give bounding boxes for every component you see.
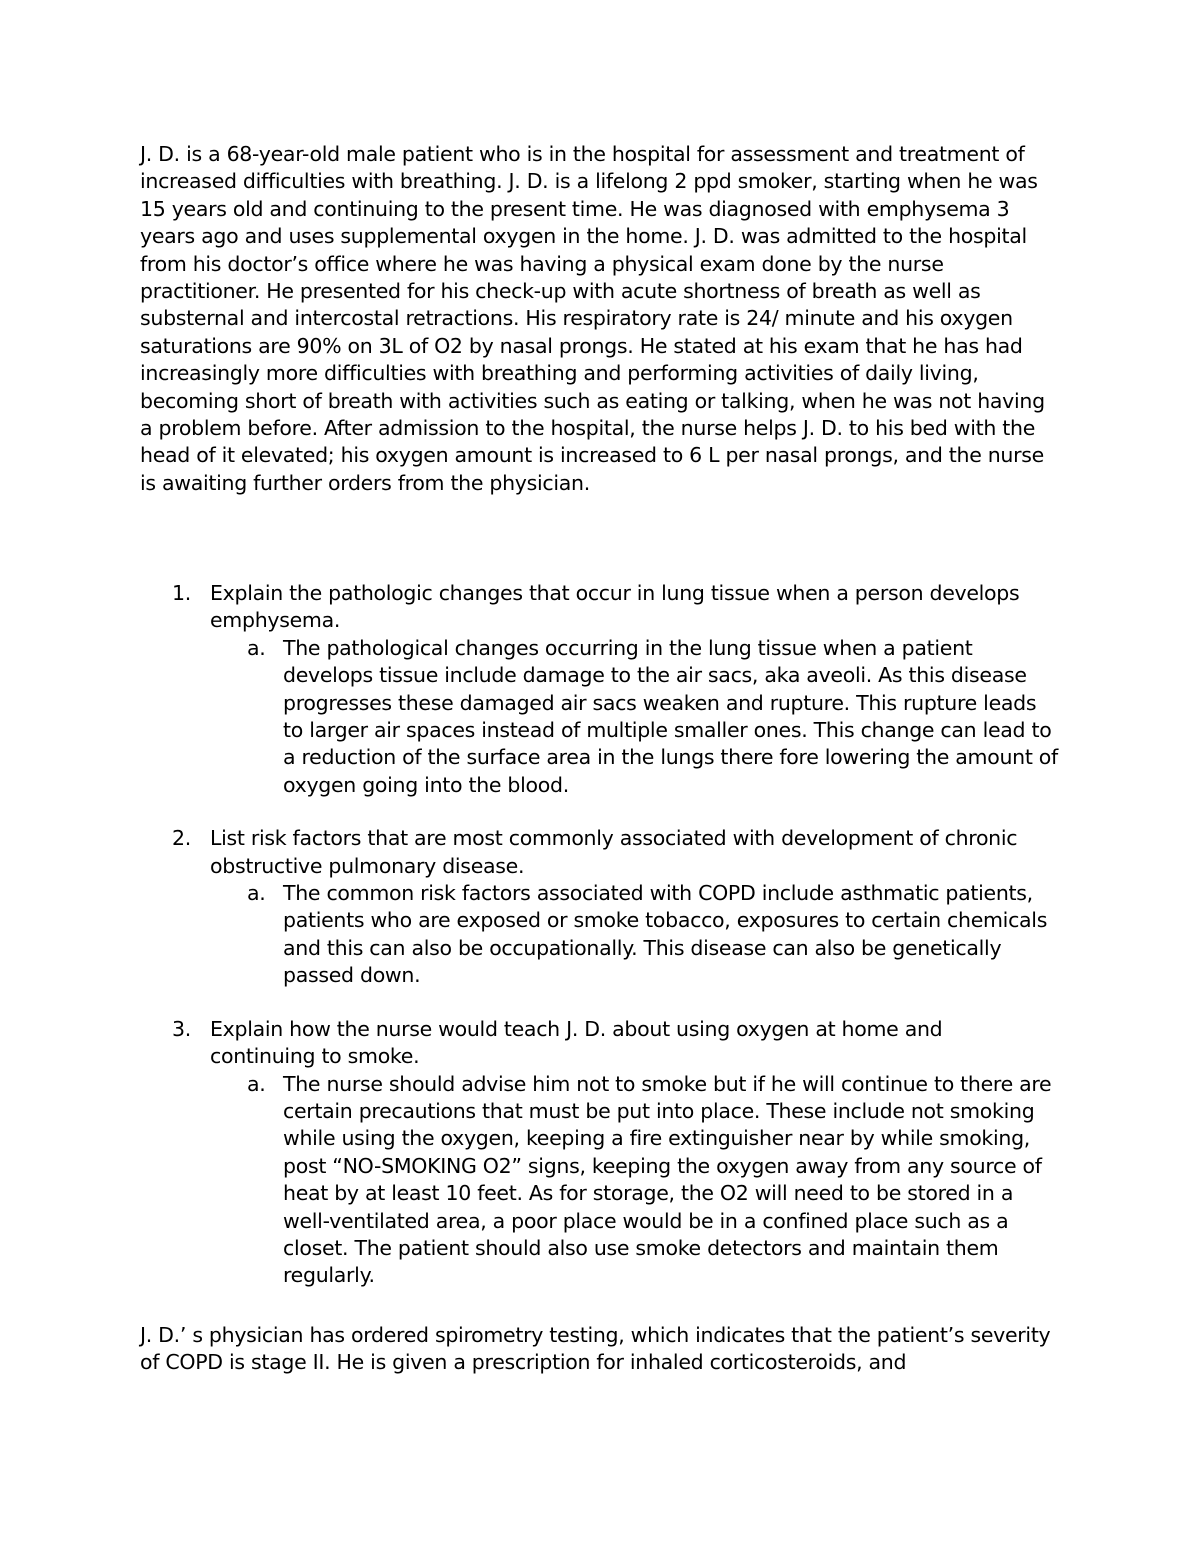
answer-letter: a.	[247, 635, 266, 660]
question-item-1	[0, 580, 1200, 799]
question-text: Explain the pathologic changes that occur in lung tissue when a person develops emphysema.	[210, 581, 1020, 633]
question-number: 1.	[172, 581, 191, 605]
answer-item	[0, 1071, 1200, 1290]
answer-item	[0, 635, 1200, 799]
question-item-3	[0, 1016, 1200, 1290]
question-text: Explain how the nurse would teach J. D. about using oxygen at home and continuing to smoke.	[210, 1016, 943, 1069]
question-item-2	[0, 825, 1200, 989]
question-text: List risk factors that are most commonly associated with development of chronic obstructive pulmonary disease.	[210, 826, 1018, 878]
question-number: 3.	[172, 1016, 191, 1041]
question-list	[0, 580, 1200, 1316]
answer-text: The common risk factors associated with COPD include asthmatic patients, patients who are exposed or smoke tobacco, exposures to certain chemicals and this can also be occupationally. This disease can also be genetically passed down.	[283, 881, 1048, 988]
answer-text: The nurse should advise him not to smoke but if he will continue to there are certain precautions that must be put into place. These include not smoking while using the oxygen, keeping a fire extinguisher near by while smoking, post “NO-SMOKING O2” signs, keeping the oxygen away from any source of heat by at least 10 feet. As for storage, the O2 will need to be stored in a well-ventilated area, a poor place would be in a confined place such as a closet. The patient should also use smoke detectors and maintain them regularly.	[283, 1071, 1052, 1288]
answer-item	[0, 880, 1200, 990]
closing-paragraph: J. D.’ s physician has ordered spirometry testing, which indicates that the patient’s severity of COPD is stage II. He is given a prescription for inhaled corticosteroids, and	[140, 1323, 1051, 1375]
answer-letter: a.	[247, 881, 266, 906]
case-intro-paragraph: J. D. is a 68-year-old male patient who is in the hospital for assessment and treatment of increased difficulties with breathing. J. D. is a lifelong 2 ppd smoker, starting when he was 15 years old and continuing to the present time. He was diagnosed with emphysema 3 years ago and uses supplemental oxygen in the home. J. D. was admitted to the hospital from his doctor’s office where he was having a physical exam done by the nurse practitioner. He presented for his check-up with acute shortness of breath as well as substernal and intercostal retractions. His respiratory rate is 24/ minute and his oxygen saturations are 90% on 3L of O2 by nasal prongs. He stated at his exam that he has had increasingly more difficulties with breathing and performing activities of daily living, becoming short of breath with activities such as eating or talking, when he was not having a problem before. After admission to the hospital, the nurse helps J. D. to his bed with the head of it elevated; his oxygen amount is increased to 6 L per nasal prongs, and the nurse is awaiting further orders from the physician.	[140, 142, 1045, 495]
answer-letter: a.	[247, 1071, 266, 1096]
answer-text: The pathological changes occurring in the lung tissue when a patient develops tissue include damage to the air sacs, aka aveoli. As this disease progresses these damaged air sacs weaken and rupture. This rupture leads to larger air spaces instead of multiple smaller ones. This change can lead to a reduction of the surface area in the lungs there fore lowering the amount of oxygen going into the blood.	[283, 635, 1058, 797]
question-number: 2.	[172, 826, 191, 851]
